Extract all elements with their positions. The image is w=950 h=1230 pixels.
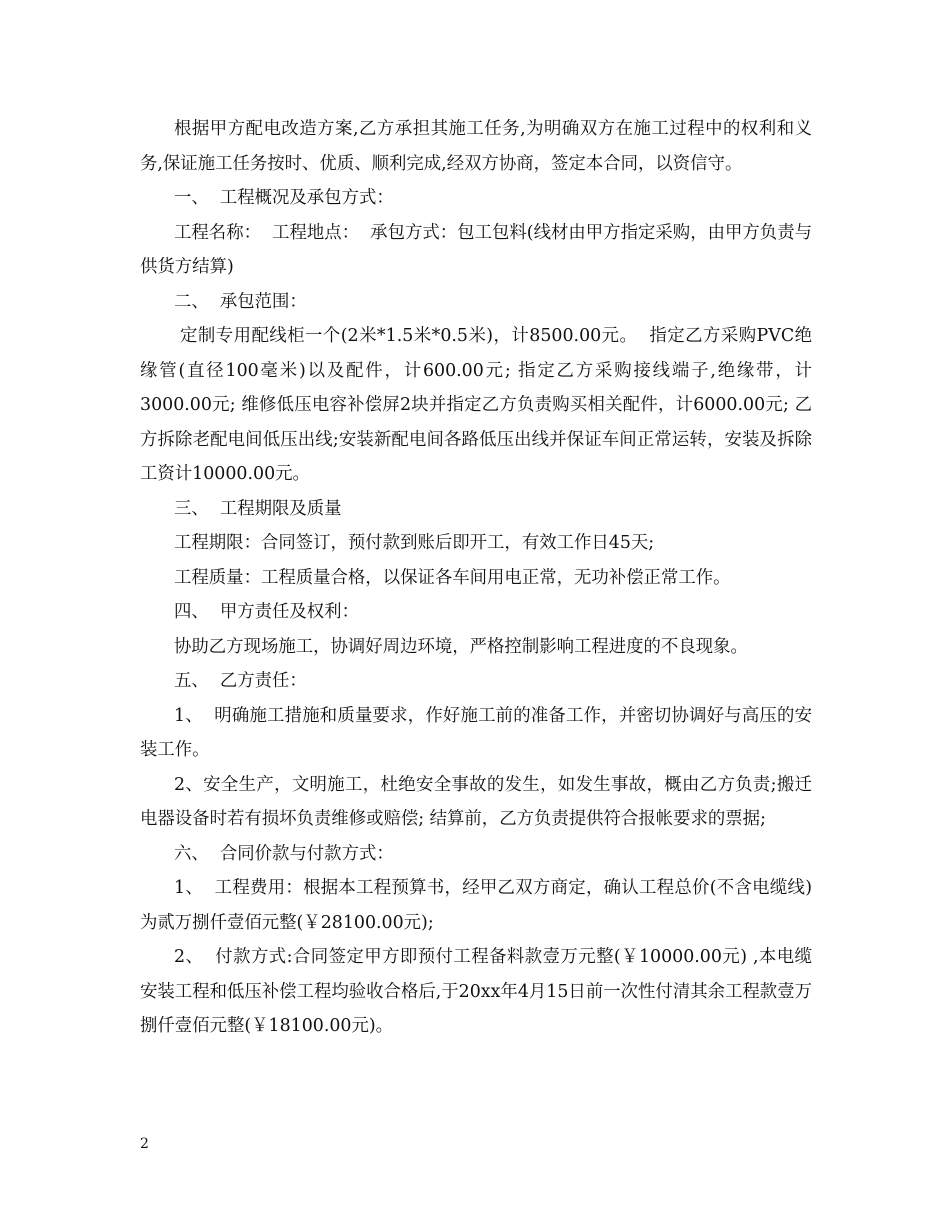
list-item: 1、 工程费用：根据本工程预算书，经甲乙双方商定，确认工程总价(不含电缆线)为贰万捌仟壹佰元整(￥28100.00元); [140, 878, 812, 933]
section-heading-3: 三、 工程期限及质量 [174, 498, 342, 519]
paragraph: 根据甲方配电改造方案,乙方承担其施工任务,为明确双方在施工过程中的权利和义务,保证施工任务按时、优质、顺利完成,经双方协商，签定本合同，以资信守。 [140, 119, 812, 174]
list-item: 2、 付款方式:合同签定甲方即预付工程备料款壹万元整(￥10000.00元) ,本电缆安装工程和低压补偿工程均验收合格后,于20xx年4月15日前一次性付清其余工程款壹万捌仟壹佰元整(￥18100.00元)。 [140, 947, 812, 1036]
list-item: 1、 明确施工措施和质量要求，作好施工前的准备工作，并密切协调好与高压的安装工作。 [140, 705, 812, 760]
section-heading-1: 一、 工程概况及承包方式： [174, 188, 394, 208]
section-heading-6: 六、 合同价款与付款方式： [174, 843, 394, 864]
paragraph: 定制专用配线柜一个(2米*1.5米*0.5米)，计8500.00元。 指定乙方采购PVC绝缘管(直径100毫米)以及配件，计600.00元; 指定乙方采购接线端子,绝缘带，计3000.00元; 维修低压电容补偿屏2块并指定乙方负责购买相关配件，计6000.00元; 乙方拆除老配电间低压出线;安装新配电间各路低压出线并保证车间正常运转，安装及拆除工资计10000.00元。 [140, 326, 812, 484]
section-heading-5: 五、 乙方责任： [174, 671, 307, 691]
paragraph: 工程质量：工程质量合格，以保证各车间用电正常，无功补偿正常工作。 [174, 567, 731, 588]
document-body [140, 112, 812, 1044]
paragraph: 协助乙方现场施工，协调好周边环境，严格控制影响工程进度的不良现象。 [174, 636, 748, 657]
page-number: 2 [140, 1136, 149, 1152]
section-heading-4: 四、 甲方责任及权利： [174, 602, 359, 622]
list-item: 2、安全生产，文明施工，杜绝安全事故的发生，如发生事故，概由乙方负责;搬迁电器设备时若有损坏负责维修或赔偿; 结算前，乙方负责提供符合报帐要求的票据; [140, 774, 812, 829]
section-heading-2: 二、 承包范围： [174, 291, 307, 312]
paragraph: 工程名称： 工程地点： 承包方式：包工包料(线材由甲方指定采购，由甲方负责与供货方结算) [140, 222, 812, 277]
paragraph: 工程期限：合同签订，预付款到账后即开工，有效工作日45天; [174, 533, 655, 553]
